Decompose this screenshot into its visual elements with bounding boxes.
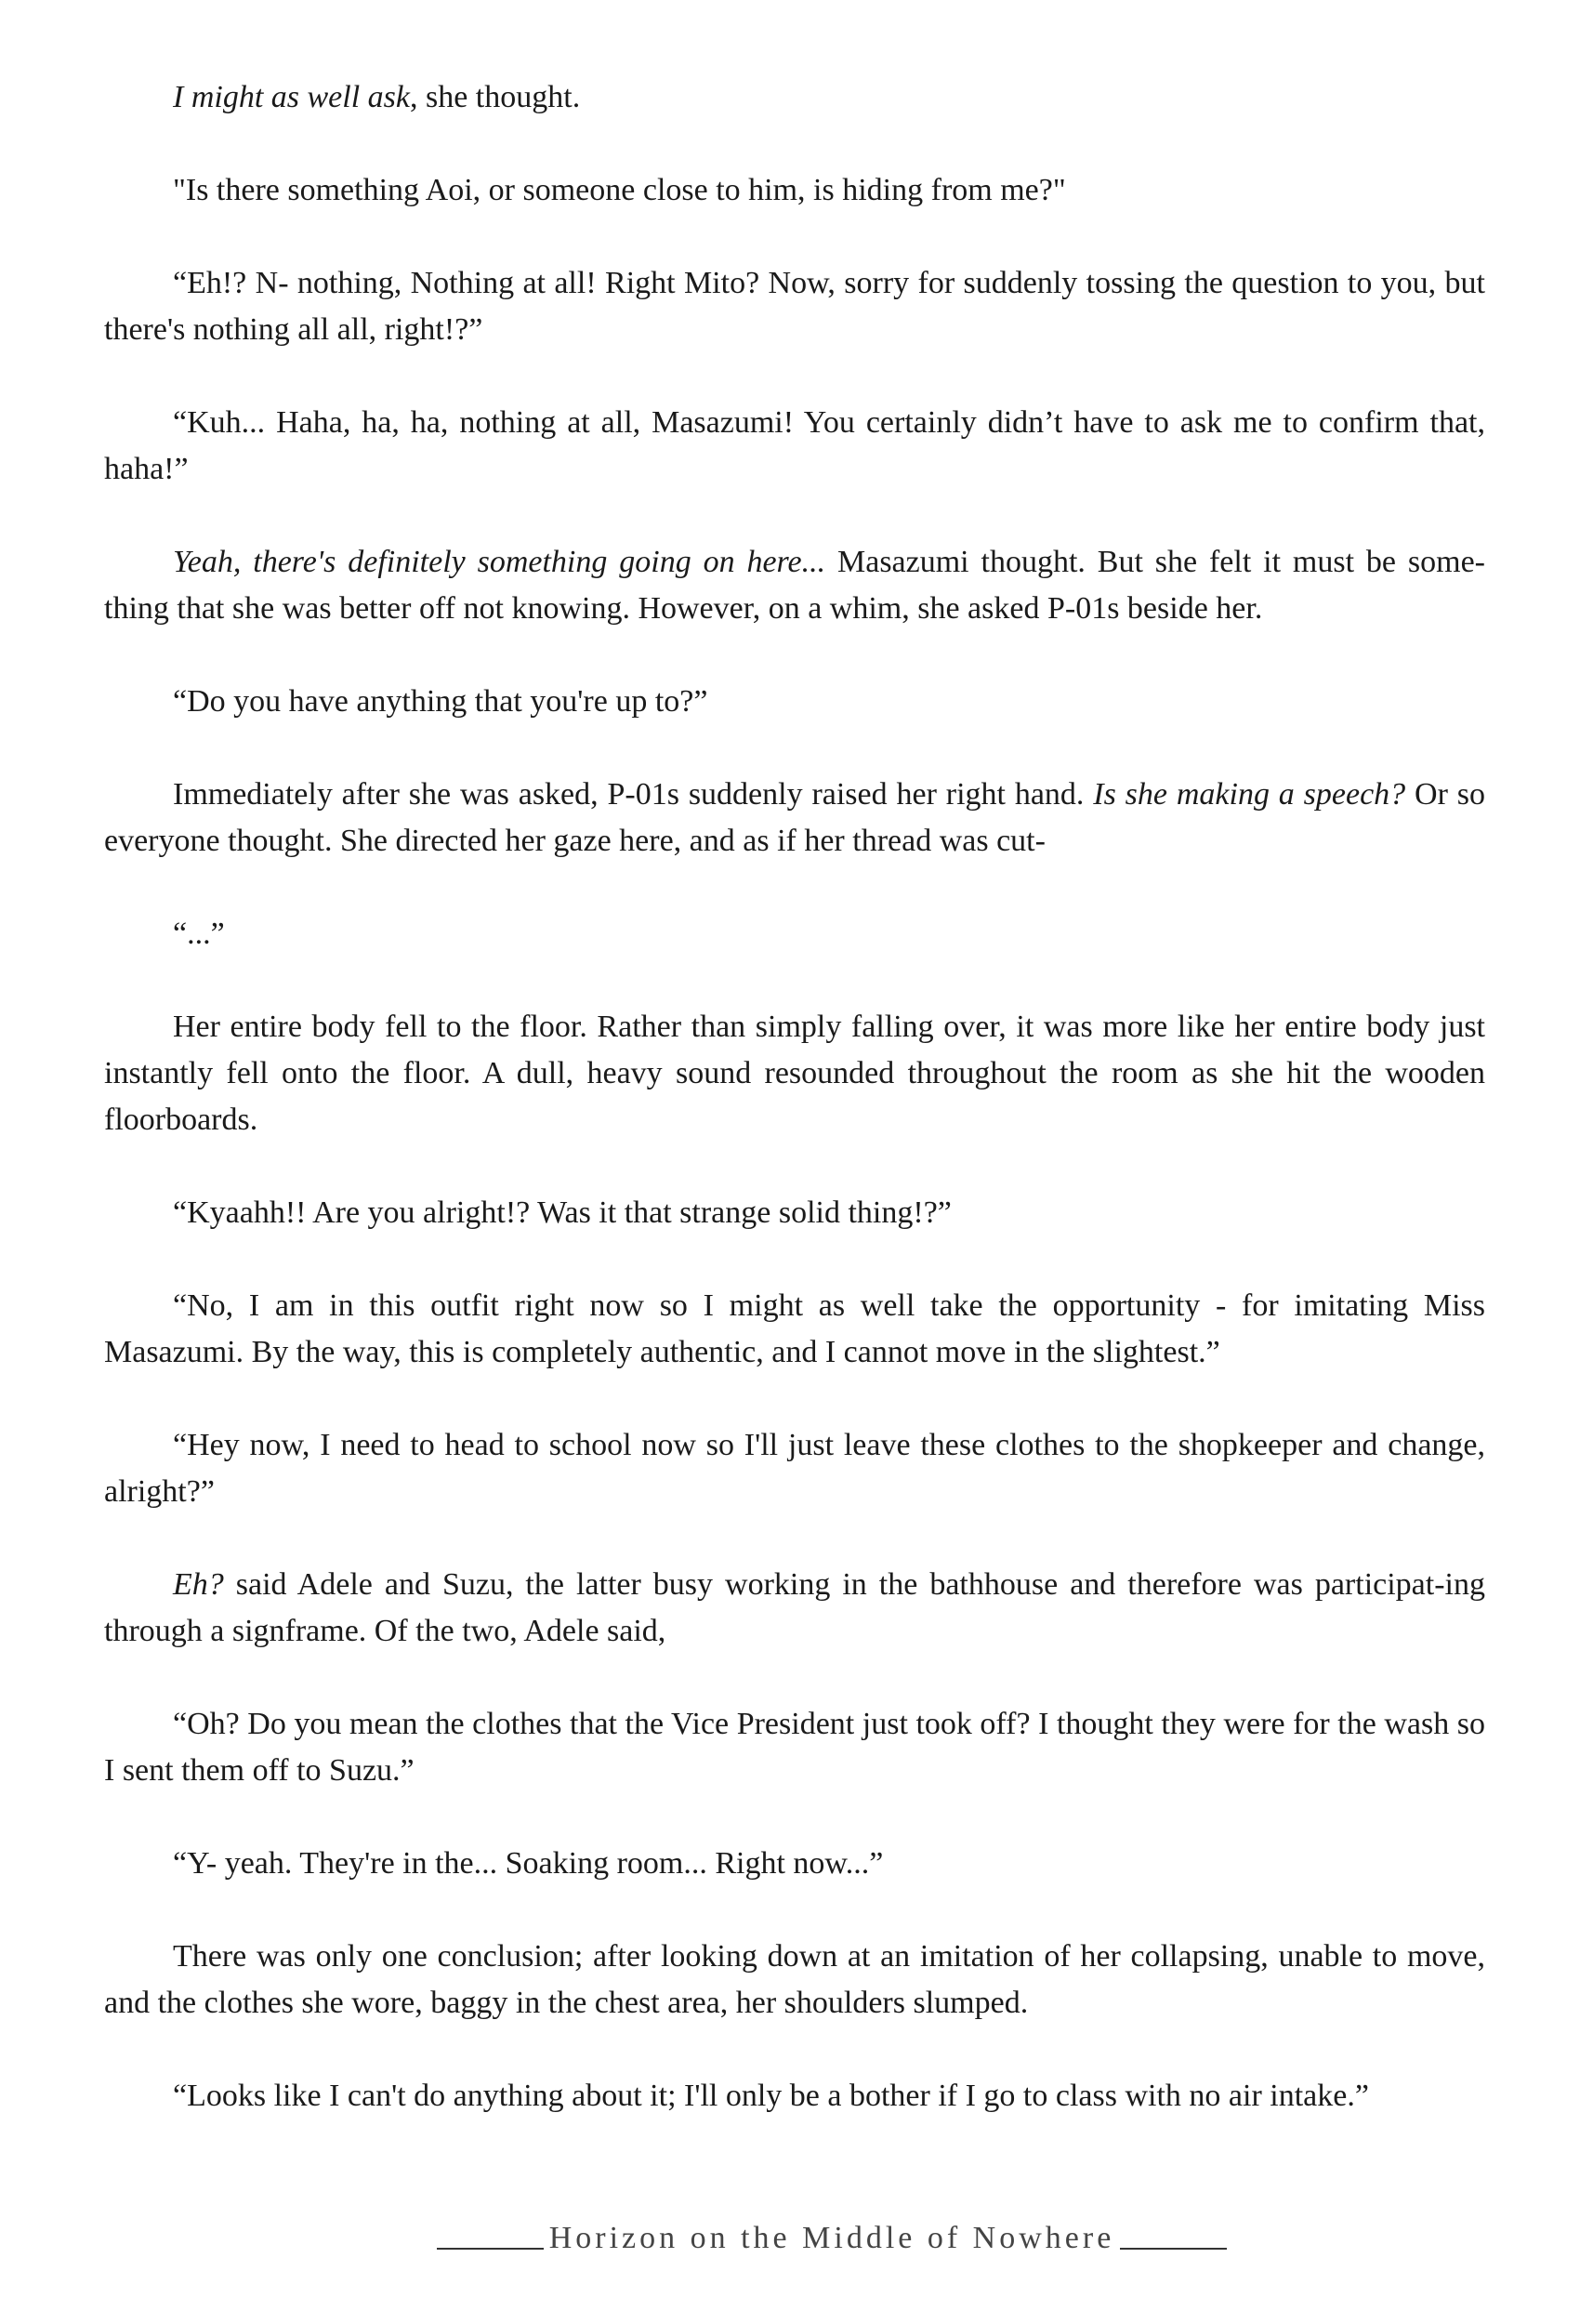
paragraph-1 xyxy=(104,74,1485,121)
paragraph-12: “Hey now, I need to head to school now so I'll just leave these clothes to the shopkeeper and change, alright?” xyxy=(104,1428,1485,1509)
paragraph-4: “Kuh... Haha, ha, ha, nothing at all, Masazumi! You certainly didn’t have to ask me to confirm that, haha!” xyxy=(104,405,1485,486)
paragraph-2: "Is there something Aoi, or someone close to him, is hiding from me?" xyxy=(173,173,1066,207)
paragraph-7 xyxy=(104,772,1485,865)
text-run: , she thought. xyxy=(409,80,581,114)
paragraph-5 xyxy=(104,539,1485,632)
document-body xyxy=(104,74,1485,2166)
italic-text: Yeah, there's definitely something going on here... xyxy=(173,545,826,579)
paragraph-10: “Kyaahh!! Are you alright!? Was it that strange solid thing!?” xyxy=(173,1195,952,1230)
paragraph-17: “Looks like I can't do anything about it; I'll only be a bother if I go to class with no air intake.” xyxy=(173,2079,1369,2113)
text-run: Immediately after she was asked, P-01s suddenly raised her right hand. xyxy=(173,777,1094,812)
paragraph-14: “Oh? Do you mean the clothes that the Vice President just took off? I thought they were for the wash so I sent them off to Suzu.” xyxy=(104,1707,1485,1788)
paragraph-9: Her entire body fell to the floor. Rather than simply falling over, it was more like her entire body just instantly fell onto the floor. A dull, heavy sound resounded throughout the room as she hit the wooden floorboards. xyxy=(104,1010,1485,1137)
text-run: Or so everyone thought. She directed her gaze here, and as if her thread was cut- xyxy=(104,777,1485,858)
footer-title: Horizon on the Middle of Nowhere xyxy=(544,2220,1121,2257)
paragraph-8: “...” xyxy=(173,917,225,951)
paragraph-13 xyxy=(104,1562,1485,1655)
italic-text: Is she making a speech? xyxy=(1093,777,1406,812)
italic-text: I might as well ask xyxy=(173,80,410,114)
page-footer xyxy=(437,2211,1227,2257)
text-run: said Adele and Suzu, the latter busy working in the bathhouse and therefore was participat-ing through a signframe. Of the two, Adele said, xyxy=(104,1567,1485,1648)
paragraph-3: “Eh!? N- nothing, Nothing at all! Right Mito? Now, sorry for suddenly tossing the question to you, but there's nothing all all, right!?” xyxy=(104,266,1485,347)
paragraph-6: “Do you have anything that you're up to?” xyxy=(173,684,708,719)
paragraph-16: There was only one conclusion; after looking down at an imitation of her collapsing, unable to move, and the clothes she wore, baggy in the chest area, her shoulders slumped. xyxy=(104,1939,1485,2020)
paragraph-15: “Y- yeah. They're in the... Soaking room... Right now...” xyxy=(173,1846,884,1881)
paragraph-11: “No, I am in this outfit right now so I might as well take the opportunity - for imitating Miss Masazumi. By the way, this is completely authentic, and I cannot move in the slightest.” xyxy=(104,1288,1485,1369)
text-run: Masazumi thought. But she felt it must be some-thing that she was better off not knowing. However, on a whim, she asked P-01s beside her. xyxy=(104,545,1485,626)
italic-text: Eh? xyxy=(173,1567,224,1602)
